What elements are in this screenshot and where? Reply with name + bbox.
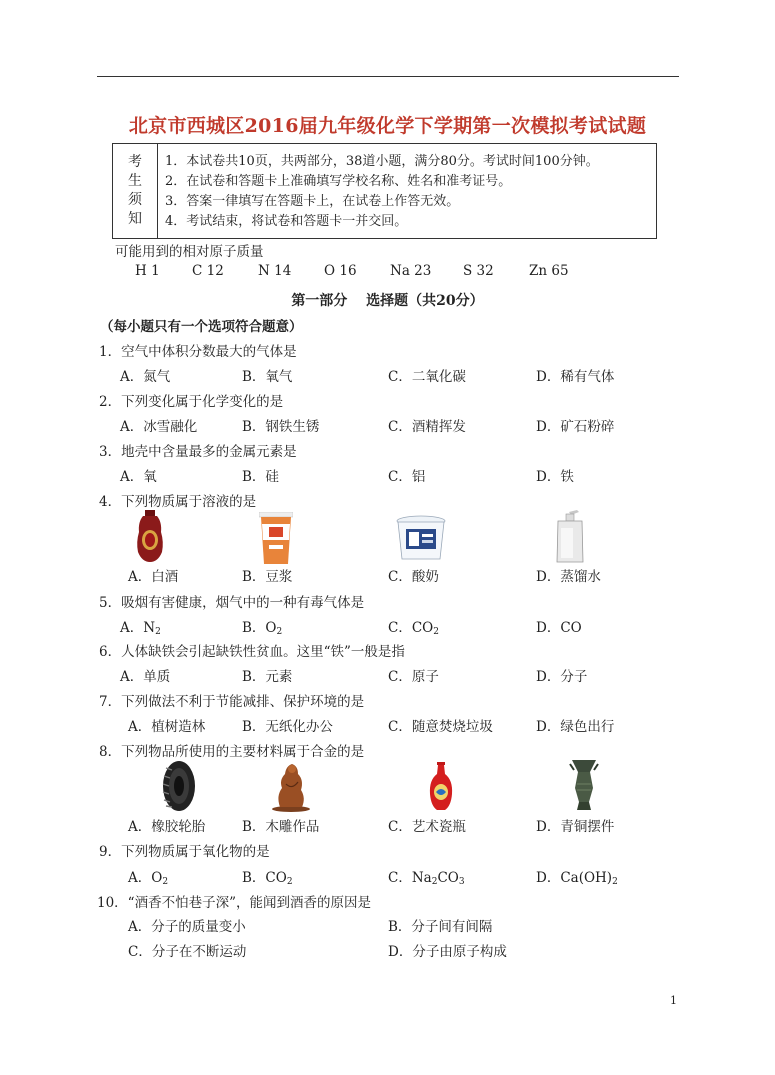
question-stem: 5．吸烟有害健康，烟气中的一种有毒气体是 (99, 595, 365, 611)
question-stem: 9．下列物质属于氧化物的是 (99, 844, 270, 860)
question-stem: 10．“酒香不怕巷子深”，能闻到酒香的原因是 (97, 895, 371, 911)
notice-item: 2．在试卷和答题卡上准确填写学校名称、姓名和准考证号。 (165, 174, 512, 189)
section-note: （每小题只有一个选项符合题意） (100, 319, 303, 335)
option: C．艺术瓷瓶 (388, 819, 466, 835)
atomic-mass-item: O 16 (324, 263, 357, 279)
option: D．CO (536, 620, 582, 636)
option: C．酒精挥发 (388, 419, 466, 435)
option: D．青铜摆件 (536, 819, 615, 835)
option: D．分子 (536, 669, 588, 685)
option: B．硅 (242, 469, 279, 485)
option: A．植树造林 (128, 719, 206, 735)
question-stem: 8．下列物品所使用的主要材料属于合金的是 (99, 744, 365, 760)
atomic-mass-item: H 1 (135, 263, 160, 279)
option: B．钢铁生锈 (242, 419, 320, 435)
option: B．氧气 (242, 369, 293, 385)
option: A．白酒 (128, 569, 179, 585)
option: B．无纸化办公 (242, 719, 333, 735)
question-stem: 1．空气中体积分数最大的气体是 (99, 344, 297, 360)
atomic-mass-item: C 12 (192, 263, 224, 279)
option: B．$O_2$ (242, 620, 283, 637)
option: A．$N_2$ (120, 620, 161, 637)
option: D．分子由原子构成 (388, 944, 507, 960)
question-stem: 3．地壳中含量最多的金属元素是 (99, 444, 297, 460)
option: A．氧 (120, 469, 157, 485)
question-stem: 6．人体缺铁会引起缺铁性贫血。这里“铁”一般是指 (99, 644, 405, 660)
option: B．豆浆 (242, 569, 293, 585)
option: A．橡胶轮胎 (128, 819, 206, 835)
section-title: 第一部分 选择题（共20分） (291, 293, 484, 309)
option: A．单质 (120, 669, 171, 685)
atomic-mass-item: S 32 (463, 263, 494, 279)
option: B．$CO_2$ (242, 870, 293, 887)
option: A．冰雪融化 (120, 419, 198, 435)
option: C．随意焚烧垃圾 (388, 719, 493, 735)
option: A．分子的质量变小 (128, 919, 246, 935)
soymilk-cup-image (259, 512, 293, 564)
atomic-mass-item: N 14 (258, 263, 292, 279)
option: C．$CO_2$ (388, 620, 439, 637)
option: D．稀有气体 (536, 369, 615, 385)
option: C．$Na_2CO_3$ (388, 870, 465, 887)
option: D．绿色出行 (536, 719, 615, 735)
notice-box (112, 143, 657, 239)
notice-label: 考生须知 (113, 144, 158, 238)
option: C．铝 (388, 469, 426, 485)
question-stem: 2．下列变化属于化学变化的是 (99, 394, 284, 410)
notice-items (165, 152, 599, 232)
option: D．矿石粉碎 (536, 419, 615, 435)
distilled-water-bottle-image (555, 510, 585, 564)
option: A．$O_2$ (128, 870, 169, 887)
page-number: 1 (670, 994, 677, 1007)
notice-item: 3．答案一律填写在答题卡上，在试卷上作答无效。 (165, 194, 460, 209)
wood-carving-image (270, 760, 312, 812)
atomic-mass-item: Zn 65 (529, 263, 569, 279)
option: C．酸奶 (388, 569, 439, 585)
header-rule (97, 76, 679, 77)
baijiu-bottle-image (134, 510, 166, 562)
option: D．$Ca(OH)_2$ (536, 870, 618, 887)
question-stem: 4．下列物质属于溶液的是 (99, 494, 257, 510)
bronze-vessel-image (568, 758, 600, 812)
option: D．铁 (536, 469, 574, 485)
atomic-mass-item: Na 23 (390, 263, 432, 279)
option: C．分子在不断运动 (128, 944, 247, 960)
option: B．分子间有间隔 (388, 919, 493, 935)
notice-item: 4．考试结束，将试卷和答题卡一并交回。 (165, 214, 408, 229)
question-stem: 7．下列做法不利于节能减排、保护环境的是 (99, 694, 365, 710)
option: B．木雕作品 (242, 819, 320, 835)
rubber-tire-image (160, 760, 198, 812)
option: C．二氧化碳 (388, 369, 466, 385)
yogurt-cup-image (396, 515, 446, 561)
atomic-mass-heading: 可能用到的相对原子质量 (115, 244, 264, 260)
option: C．原子 (388, 669, 439, 685)
option: B．元素 (242, 669, 293, 685)
notice-item: 1．本试卷共10页，共两部分，38道小题，满分80分。考试时间100分钟。 (165, 154, 599, 169)
page-title: 北京市西城区2016届九年级化学下学期第一次模拟考试试题 (128, 115, 647, 137)
porcelain-vase-image (428, 762, 454, 812)
option: A．氮气 (120, 369, 171, 385)
option: D．蒸馏水 (536, 569, 601, 585)
